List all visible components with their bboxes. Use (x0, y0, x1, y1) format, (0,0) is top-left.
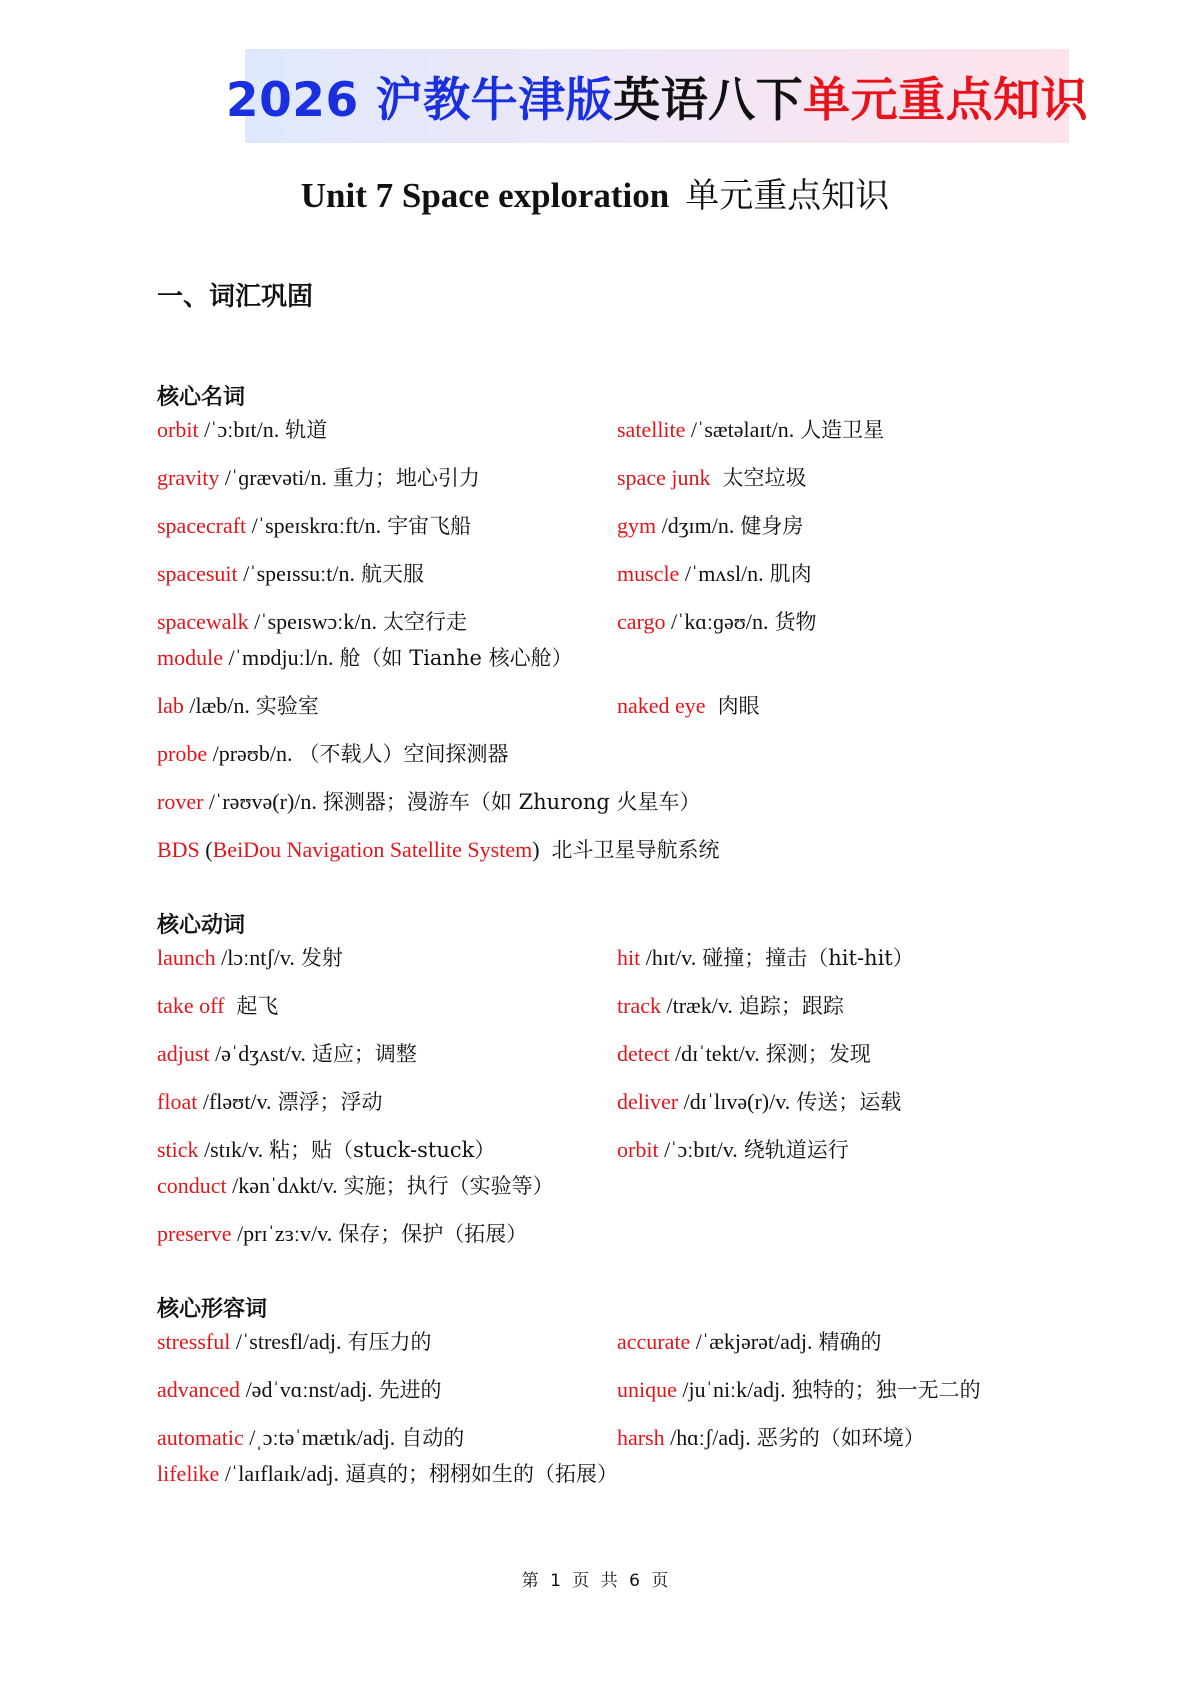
vocab-entry: spacecraft /ˈspeɪskrɑːft/n. 宇宙飞船 (157, 513, 472, 538)
adjectives-heading: 核心形容词 (157, 1297, 268, 1322)
page-title (0, 168, 1190, 217)
vocab-entry: stick /stɪk/v. 粘；贴（stuck-stuck） (157, 1137, 496, 1162)
vocab-entry: adjust /əˈdʒʌst/v. 适应；调整 (157, 1041, 417, 1066)
vocab-entry: gym /dʒɪm/n. 健身房 (617, 513, 804, 538)
vocab-word: hit (617, 945, 641, 970)
vocab-entry: accurate /ˈækjərət/adj. 精确的 (617, 1329, 882, 1354)
vocab-word: probe (157, 741, 208, 766)
vocab-entry: automatic /ˌɔːtəˈmætɪk/adj. 自动的 (157, 1425, 465, 1450)
vocab-word: advanced (157, 1377, 241, 1402)
vocab-entry: lab /læb/n. 实验室 (157, 693, 319, 718)
vocab-entry: launch /lɔːntʃ/v. 发射 (157, 945, 343, 970)
vocab-entry: BDS (BeiDou Navigation Satellite System) 北斗卫星导航系统 (157, 837, 720, 862)
vocab-word: lab (157, 693, 184, 718)
banner-grade: 英语八下 (613, 72, 804, 128)
vocab-word: adjust (157, 1041, 210, 1066)
header-banner (225, 49, 1089, 143)
vocab-word: orbit (617, 1137, 659, 1162)
vocab-entry: hit /hɪt/v. 碰撞；撞击（hit-hit） (617, 945, 914, 970)
banner-edition: 2026 沪教牛津版 (225, 72, 614, 128)
vocab-word: track (617, 993, 661, 1018)
vocab-word: cargo (617, 609, 666, 634)
vocab-entry: deliver /dɪˈlɪvə(r)/v. 传送；运载 (617, 1089, 902, 1114)
vocab-entry: spacesuit /ˈspeɪssuːt/n. 航天服 (157, 561, 424, 586)
vocab-word: automatic (157, 1425, 244, 1450)
vocab-entry: probe /prəʊb/n. （不载人）空间探测器 (157, 741, 509, 766)
vocab-entry: lifelike /ˈlaɪflaɪk/adj. 逼真的；栩栩如生的（拓展） (157, 1461, 619, 1486)
nouns-heading: 核心名词 (157, 385, 246, 410)
vocab-word: stressful (157, 1329, 231, 1354)
title-chinese: 单元重点知识 (685, 176, 890, 216)
vocab-word: spacecraft (157, 513, 247, 538)
vocab-word: space junk (617, 465, 711, 490)
vocab-entry: unique /juˈniːk/adj. 独特的；独一无二的 (617, 1377, 981, 1402)
vocab-word: spacesuit (157, 561, 238, 586)
title-english: Unit 7 Space exploration (300, 176, 670, 215)
vocab-entry: muscle /ˈmʌsl/n. 肌肉 (617, 561, 812, 586)
vocab-entry: satellite /ˈsætəlaɪt/n. 人造卫星 (617, 417, 885, 442)
vocab-entry: detect /dɪˈtekt/v. 探测；发现 (617, 1041, 871, 1066)
vocab-entry: harsh /hɑːʃ/adj. 恶劣的（如环境） (617, 1425, 925, 1450)
vocab-word: accurate (617, 1329, 691, 1354)
verbs-heading: 核心动词 (157, 913, 246, 938)
vocab-entry: track /træk/v. 追踪；跟踪 (617, 993, 844, 1018)
vocab-word: deliver (617, 1089, 679, 1114)
vocab-entry: rover /ˈrəʊvə(r)/n. 探测器；漫游车（如 Zhurong 火星车） (157, 789, 701, 814)
vocab-entry: gravity /ˈɡrævəti/n. 重力；地心引力 (157, 465, 480, 490)
vocab-entry: preserve /prɪˈzɜːv/v. 保存；保护（拓展） (157, 1221, 528, 1246)
vocab-full-name: BeiDou Navigation Satellite System (212, 837, 533, 862)
vocab-word: stick (157, 1137, 199, 1162)
vocab-word: spacewalk (157, 609, 249, 634)
vocab-word: module (157, 645, 223, 670)
vocab-word: harsh (617, 1425, 665, 1450)
vocab-word: detect (617, 1041, 670, 1066)
vocab-word: gym (617, 513, 657, 538)
vocab-entry: space junk 太空垃圾 (617, 465, 807, 490)
banner-subtitle: 单元重点知识 (803, 72, 1089, 128)
vocab-entry: module /ˈmɒdjuːl/n. 舱（如 Tianhe 核心舱） (157, 645, 573, 670)
vocab-word: naked eye (617, 693, 706, 718)
vocab-word: float (157, 1089, 198, 1114)
vocab-word: gravity (157, 465, 220, 490)
vocab-entry: float /fləʊt/v. 漂浮；浮动 (157, 1089, 383, 1114)
vocab-word: rover (157, 789, 204, 814)
vocab-word: satellite (617, 417, 686, 442)
vocab-entry: cargo /ˈkɑːɡəʊ/n. 货物 (617, 609, 817, 634)
vocab-word: launch (157, 945, 216, 970)
vocab-word: orbit (157, 417, 199, 442)
vocab-word: preserve (157, 1221, 232, 1246)
vocab-entry: orbit /ˈɔːbɪt/v. 绕轨道运行 (617, 1137, 849, 1162)
page-number-footer: 第 1 页 共 6 页 (521, 1571, 669, 1591)
vocab-entry: spacewalk /ˈspeɪswɔːk/n. 太空行走 (157, 609, 467, 634)
vocab-entry: conduct /kənˈdʌkt/v. 实施；执行（实验等） (157, 1173, 554, 1198)
vocab-word: BDS (157, 837, 200, 862)
vocab-word: unique (617, 1377, 677, 1402)
vocab-entry: stressful /ˈstresfl/adj. 有压力的 (157, 1329, 432, 1354)
section-heading-vocabulary: 一、词汇巩固 (157, 282, 314, 312)
vocab-word: lifelike (157, 1461, 220, 1486)
vocab-entry: advanced /ədˈvɑːnst/adj. 先进的 (157, 1377, 442, 1402)
vocab-entry: take off 起飞 (157, 993, 279, 1018)
vocab-entry: orbit /ˈɔːbɪt/n. 轨道 (157, 417, 328, 442)
vocab-word: conduct (157, 1173, 227, 1198)
vocab-word: take off (157, 993, 225, 1018)
vocab-word: muscle (617, 561, 680, 586)
vocab-entry: naked eye 肉眼 (617, 693, 760, 718)
